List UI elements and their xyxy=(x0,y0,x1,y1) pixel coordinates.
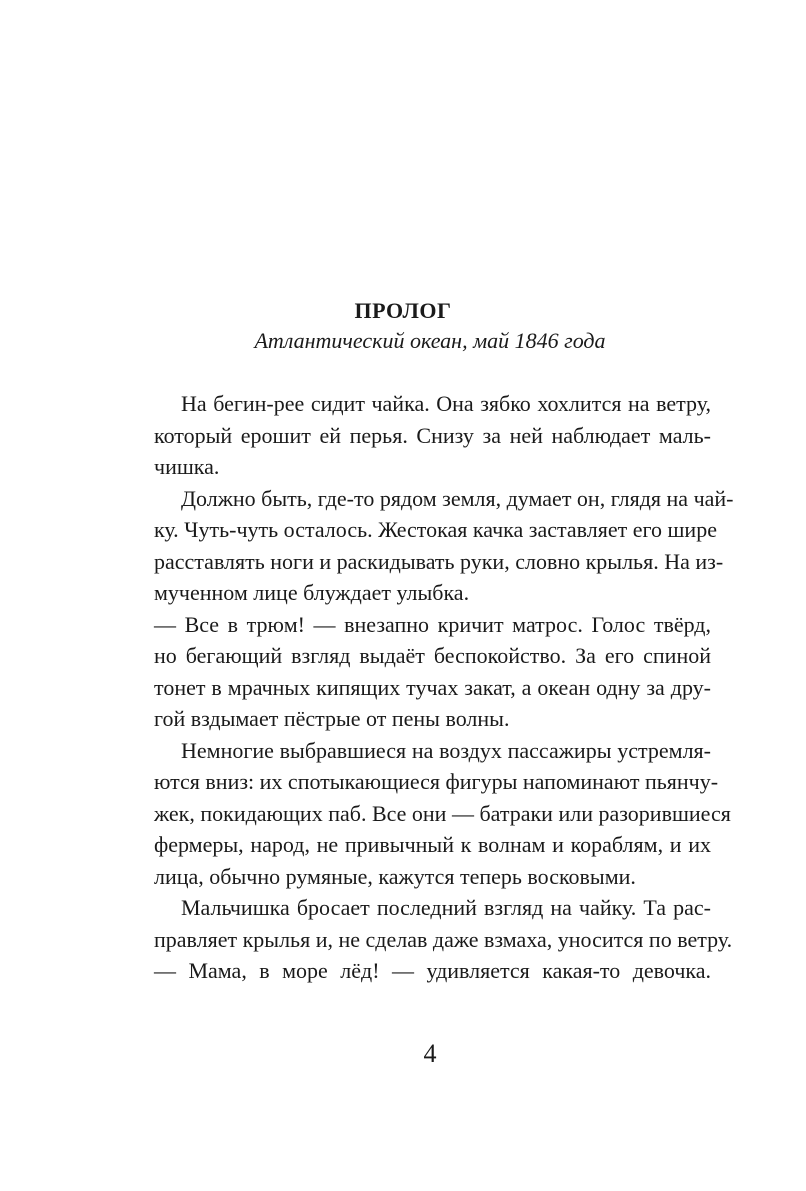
page-number: 4 xyxy=(423,1039,437,1068)
text-line: гой вздымает пёстрые от пены волны. xyxy=(154,706,510,731)
chapter-subtitle: Атлантический океан, май 1846 года xyxy=(254,328,606,353)
text-line: который ерошит ей перья. Снизу за ней наблюдает маль- xyxy=(154,422,711,448)
text-line: — Мама, в море лёд! — удивляется какая-то девочка. xyxy=(154,958,711,983)
text-line: мученном лице блуждает улыбка. xyxy=(154,580,470,605)
text-line: Немногие выбравшиеся на воздух пассажиры устремля- xyxy=(181,737,711,763)
body-text xyxy=(154,388,734,987)
text-line: правляет крылья и, не сделав даже взмаха, уносится по ветру. xyxy=(154,926,733,952)
text-line: фермеры, народ, не привычный к волнам и кораблям, и их xyxy=(154,832,711,857)
text-line: На бегин-рее сидит чайка. Она зябко хохлится на ветру, xyxy=(181,391,711,416)
text-line: ку. Чуть-чуть осталось. Жестокая качка заставляет его шире xyxy=(154,517,717,542)
text-line: расставлять ноги и раскидывать руки, словно крылья. На из- xyxy=(154,548,724,574)
text-line: лица, обычно румяные, кажутся теперь восковыми. xyxy=(154,863,636,889)
text-line: Мальчишка бросает последний взгляд на чайку. Та рас- xyxy=(181,895,711,920)
text-line: ются вниз: их спотыкающиеся фигуры напоминают пьянчу- xyxy=(154,769,719,794)
text-line: чишка. xyxy=(154,454,220,479)
text-line: — Все в трюм! — внезапно кричит матрос. Голос твёрд, xyxy=(154,611,711,637)
text-line: тонет в мрачных кипящих тучах закат, а океан одну за дру- xyxy=(154,674,711,700)
text-line: жек, покидающих паб. Все они — батраки или разорившиеся xyxy=(154,800,731,826)
chapter-title: ПРОЛОГ xyxy=(354,298,452,323)
text-line: но бегающий взгляд выдаёт беспокойство. За его спиной xyxy=(154,643,711,668)
text-line: Должно быть, где-то рядом земля, думает он, глядя на чай- xyxy=(181,485,734,511)
